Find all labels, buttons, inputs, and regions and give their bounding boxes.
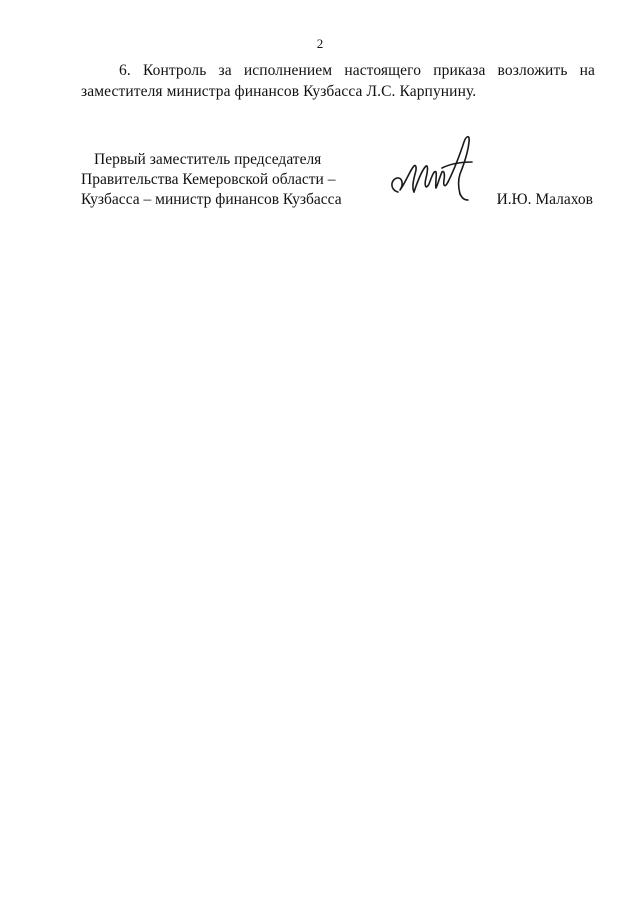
- handwritten-signature-icon: [384, 128, 484, 208]
- signer-title-line: Первый заместитель председателя: [94, 151, 322, 168]
- page-number: 2: [316, 36, 324, 51]
- signer-name: И.Ю. Малахов: [496, 191, 593, 208]
- signer-title-block: [81, 150, 351, 210]
- order-paragraph: 6. Контроль за исполнением настоящего приказа возложить на заместителя министра финансов Кузбасса Л.С. Карпунину.: [81, 62, 595, 100]
- signer-title-line: Правительства Кемеровской области –: [81, 171, 336, 188]
- signer-title-line: Кузбасса – министр финансов Кузбасса: [81, 191, 342, 208]
